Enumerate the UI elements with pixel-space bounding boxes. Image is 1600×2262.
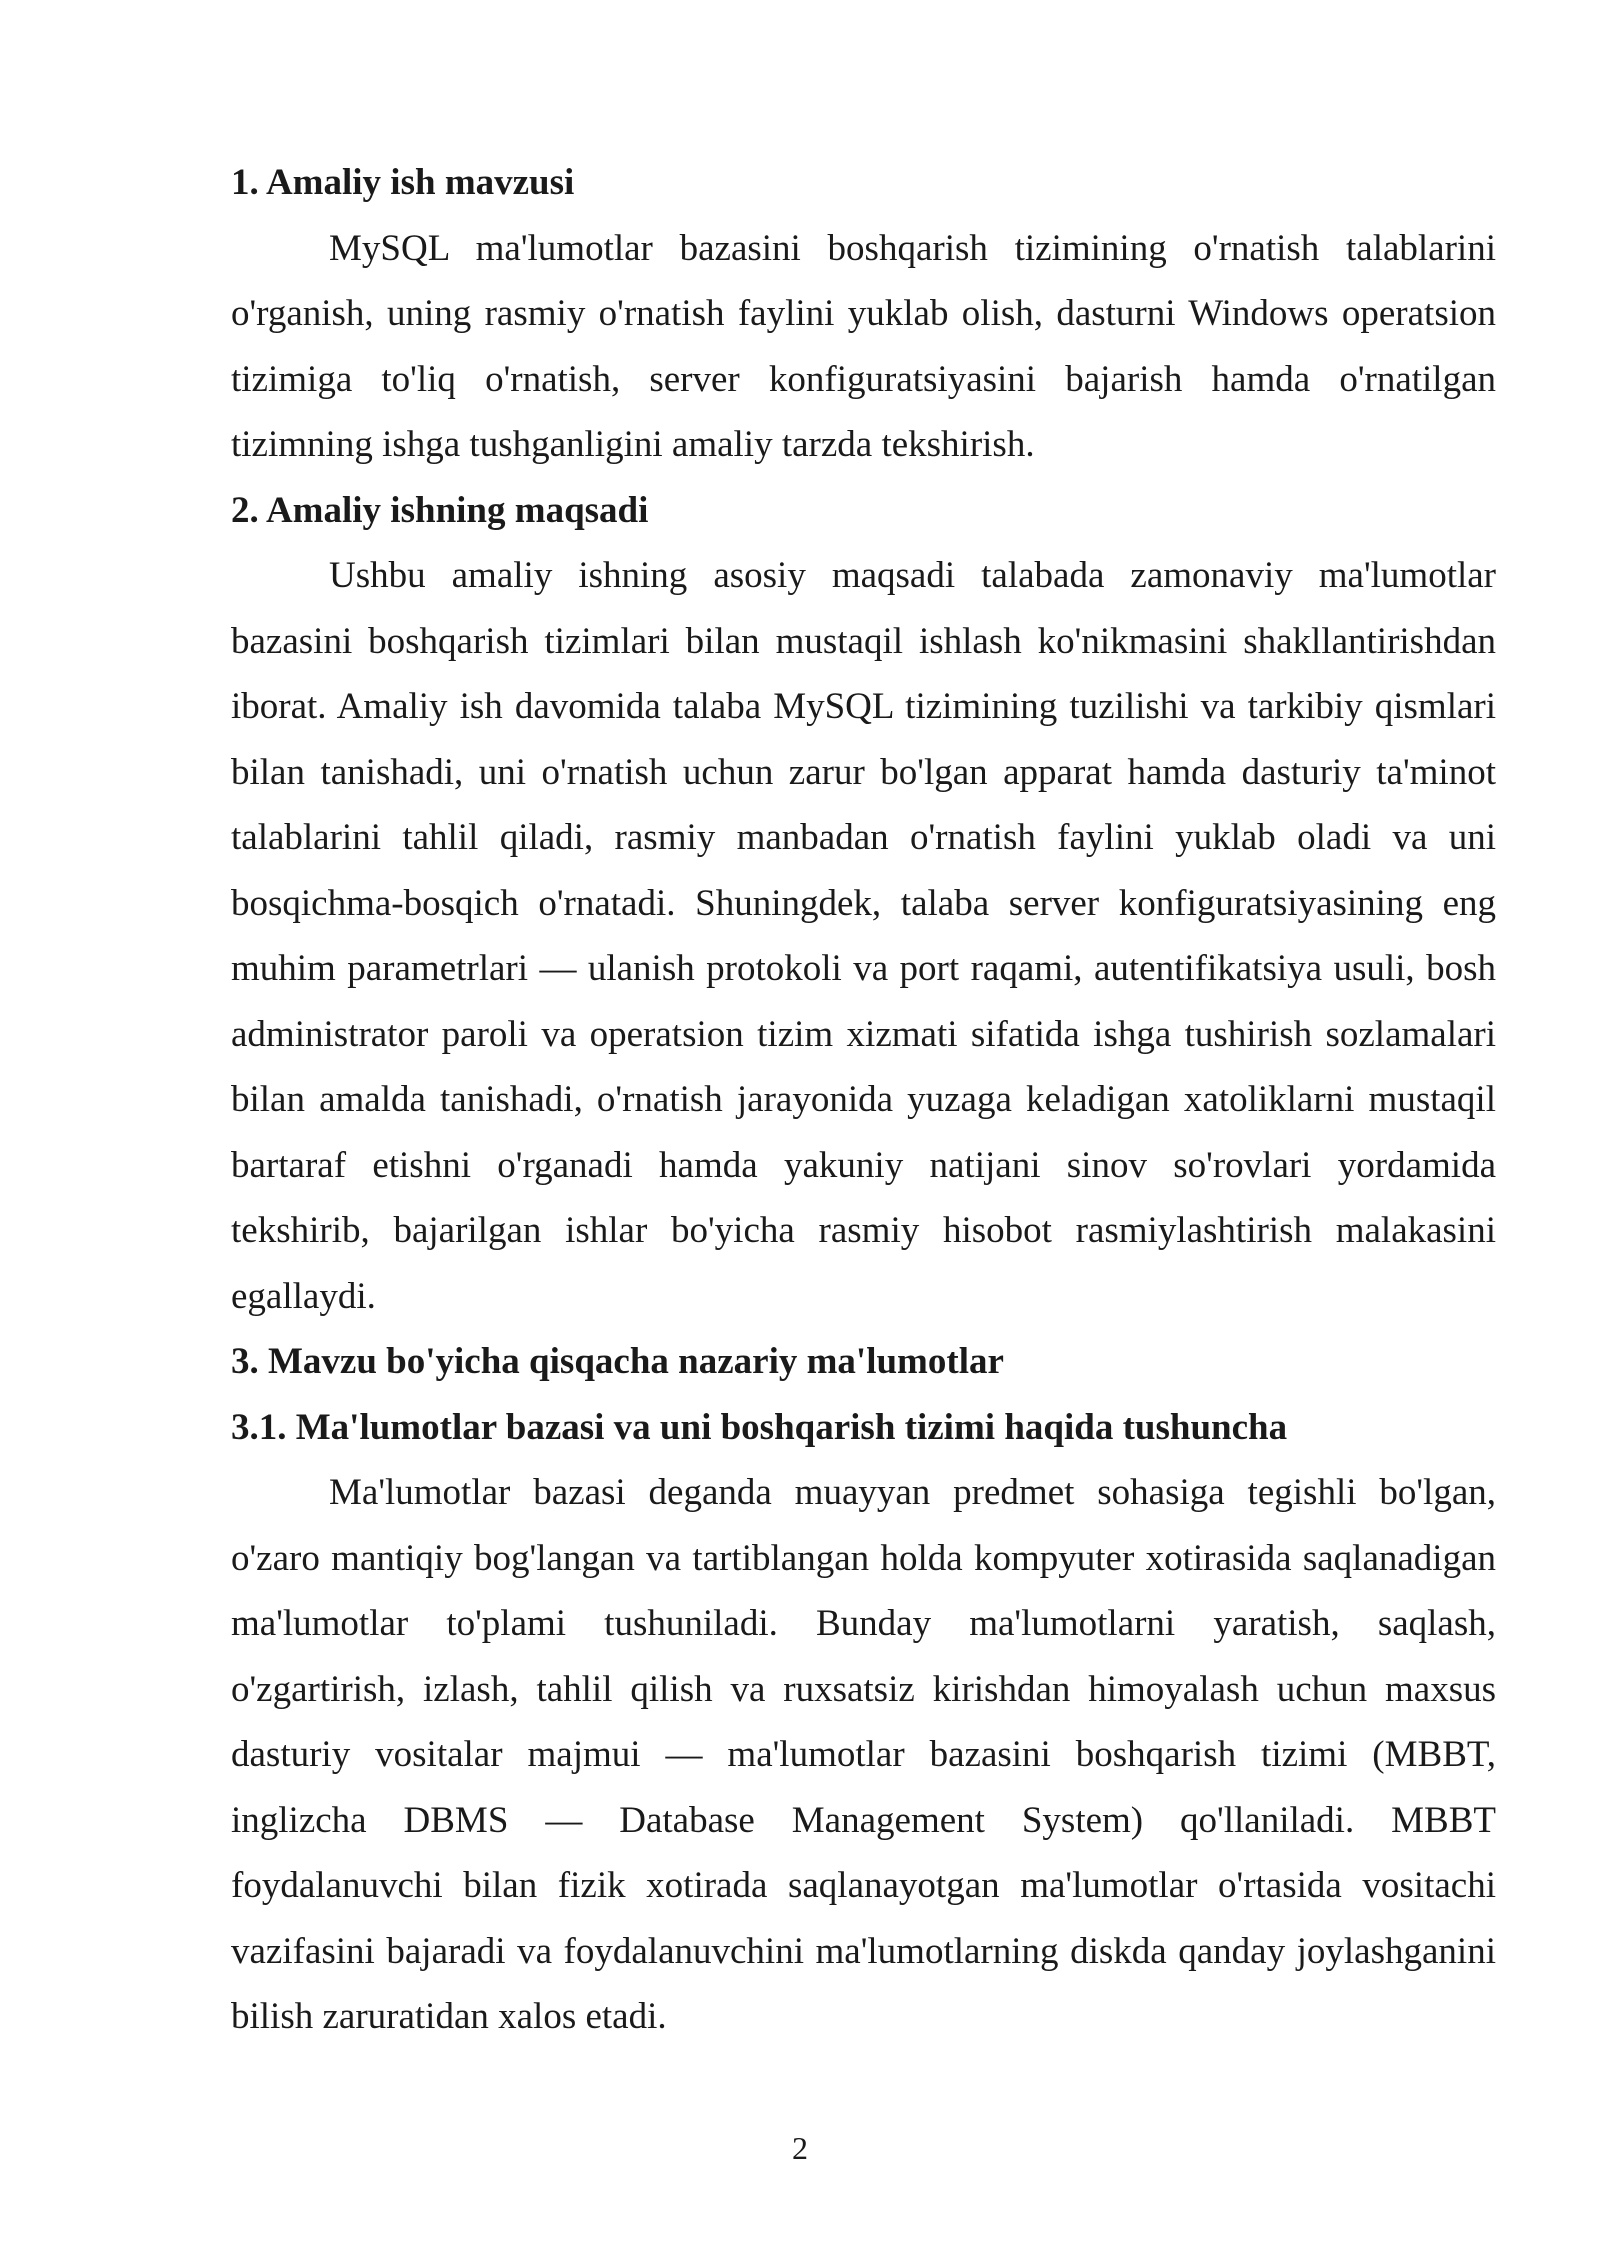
section-3-1-paragraph: Ma'lumotlar bazasi deganda muayyan predmet sohasiga tegishli bo'lgan, o'zaro mantiqiy bog'langan va tartiblangan holda kompyuter xotirasida saqlanadigan ma'lumotlar to'plami tushuniladi. Bunday ma'lumotlarni yaratish, saqlash, o'zgartirish, izlash, tahlil qilish va ruxsatsiz kirishdan himoyalash uchun maxsus dasturiy vositalar majmui — ma'lumotlar bazasini boshqarish tizimi (MBBT, inglizcha DBMS — Database Management System) qo'llaniladi. MBBT foydalanuvchi bilan fizik xotirada saqlanayotgan ma'lumotlar o'rtasida vositachi vazifasini bajaradi va foydalanuvchini ma'lumotlarning diskda qanday joylashganini bilish zaruratidan xalos etadi.	[231, 1472, 1496, 2037]
section-2-paragraph: Ushbu amaliy ishning asosiy maqsadi talabada zamonaviy ma'lumotlar bazasini boshqarish tizimlari bilan mustaqil ishlash ko'nikmasini shakllantirishdan iborat. Amaliy ish davomida talaba MySQL tizimining tuzilishi va tarkibiy qismlari bilan tanishadi, uni o'rnatish uchun zarur bo'lgan apparat hamda dasturiy ta'minot talablarini tahlil qiladi, rasmiy manbadan o'rnatish faylini yuklab oladi va uni bosqichma-bosqich o'rnatadi. Shuningdek, talaba server konfiguratsiyasining eng muhim parametrlari — ulanish protokoli va port raqami, autentifikatsiya usuli, bosh administrator paroli va operatsion tizim xizmati sifatida ishga tushirish sozlamalari bilan amalda tanishadi, o'rnatish jarayonida yuzaga keladigan xatoliklarni mustaqil bartaraf etishni o'rganadi hamda yakuniy natijani sinov so'rovlari yordamida tekshirib, bajarilgan ishlar bo'yicha rasmiy hisobot rasmiylashtirish malakasini egallaydi.	[231, 555, 1496, 1317]
section-3-heading: 3. Mavzu bo'yicha qisqacha nazariy ma'lumotlar	[231, 1341, 1004, 1382]
section-2-heading: 2. Amaliy ishning maqsadi	[231, 489, 649, 531]
section-3-1-subheading: 3.1. Ma'lumotlar bazasi va uni boshqarish tizimi haqida tushuncha	[231, 1406, 1288, 1448]
page-number: 2	[792, 2130, 808, 2166]
section-1-paragraph: MySQL ma'lumotlar bazasini boshqarish tizimining o'rnatish talablarini o'rganish, uning rasmiy o'rnatish faylini yuklab olish, dasturni Windows operatsion tizimiga to'liq o'rnatish, server konfiguratsiyasini bajarish hamda o'rnatilgan tizimning ishga tushganligini amaliy tarzda tekshirish.	[231, 227, 1496, 465]
document-body	[231, 150, 1496, 2050]
section-1-heading: 1. Amaliy ish mavzusi	[231, 162, 575, 203]
